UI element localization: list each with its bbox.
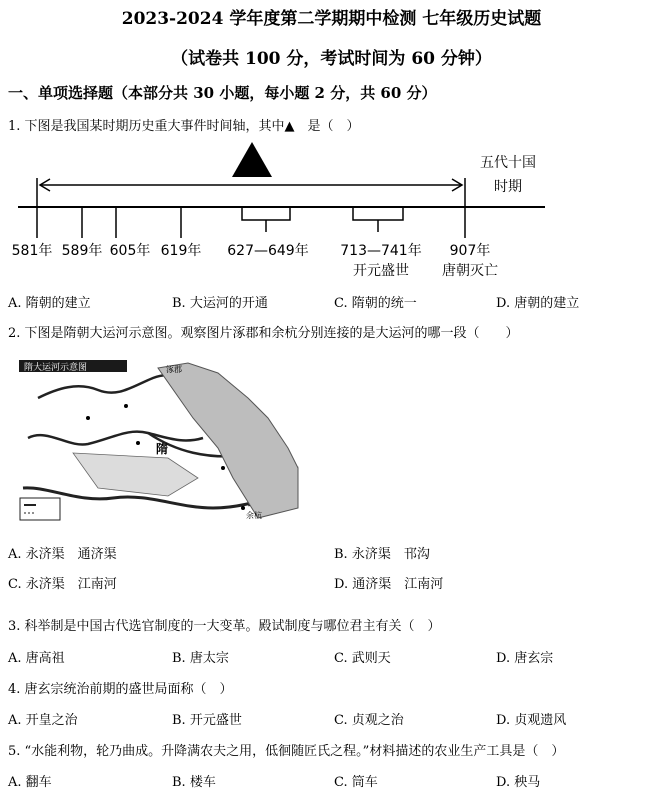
q4-option-d[interactable]: D. 贞观遗风 <box>496 713 567 728</box>
tick-label-907: 907年 <box>449 243 491 259</box>
q2-option-b[interactable]: B. 永济渠 邗沟 <box>334 547 430 562</box>
q3-option-d[interactable]: D. 唐玄宗 <box>496 651 554 666</box>
q2-option-d[interactable]: D. 通济渠 江南河 <box>334 577 444 592</box>
grand-canal-map <box>18 358 300 524</box>
question-3-stem: 3. 科举制是中国古代选官制度的一大变革。殿试制度与哪位君主有关（ ） <box>8 619 441 634</box>
q3-option-a[interactable]: A. 唐高祖 <box>8 651 65 666</box>
tick-label-619: 619年 <box>160 243 202 259</box>
section-heading: 一、单项选择题（本部分共 30 小题，每小题 2 分，共 60 分） <box>8 84 437 102</box>
exam-title: 2023-2024 学年度第二学期期中检测 七年级历史试题 <box>121 9 542 29</box>
tick-label-713-741: 713—741年 <box>340 243 422 259</box>
q1-option-a[interactable]: A. 隋朝的建立 <box>8 296 91 311</box>
tick-label-581: 581年 <box>11 243 53 259</box>
sub-label-kaiyuan: 开元盛世 <box>353 263 409 279</box>
q4-option-b[interactable]: B. 开元盛世 <box>172 713 242 728</box>
q2-option-c[interactable]: C. 永济渠 江南河 <box>8 577 117 592</box>
timeline-end-label-1: 五代十国 <box>480 155 536 171</box>
map-label-zhuojun: 涿郡 <box>166 365 182 374</box>
q5-option-a[interactable]: A. 翻车 <box>8 775 52 790</box>
bracket-627-649 <box>242 208 290 232</box>
timeline-end-label-2: 时期 <box>494 179 522 195</box>
bracket-713-741 <box>353 208 403 232</box>
question-1-stem: 1. 下图是我国某时期历史重大事件时间轴，其中▲ 是（ ） <box>8 119 360 134</box>
q1-option-b[interactable]: B. 大运河的开通 <box>172 296 268 311</box>
q2-option-a[interactable]: A. 永济渠 通济渠 <box>8 547 117 562</box>
map-label-sui: 隋 <box>156 442 169 456</box>
q1-option-c[interactable]: C. 隋朝的统一 <box>334 296 417 311</box>
q4-option-a[interactable]: A. 开皇之治 <box>8 713 78 728</box>
question-4-stem: 4. 唐玄宗统治前期的盛世局面称（ ） <box>8 682 233 697</box>
q5-option-b[interactable]: B. 楼车 <box>172 775 216 790</box>
tick-label-627-649: 627—649年 <box>227 243 309 259</box>
tick-label-589: 589年 <box>61 243 103 259</box>
map-label-yuhang: 余杭 <box>246 511 262 520</box>
q5-option-c[interactable]: C. 筒车 <box>334 775 378 790</box>
q3-option-c[interactable]: C. 武则天 <box>334 651 391 666</box>
map-legend <box>20 498 60 520</box>
timeline-figure <box>0 140 663 285</box>
q4-option-c[interactable]: C. 贞观之治 <box>334 713 404 728</box>
map-title: 隋大运河示意图 <box>24 363 88 373</box>
sub-label-tang-fall: 唐朝灭亡 <box>442 263 498 279</box>
exam-subtitle: （试卷共 100 分，考试时间为 60 分钟） <box>171 49 492 69</box>
q1-option-d[interactable]: D. 唐朝的建立 <box>496 296 580 311</box>
q5-option-d[interactable]: D. 秧马 <box>496 775 541 790</box>
tick-label-605: 605年 <box>109 243 151 259</box>
question-5-stem: 5. “水能利物，轮乃曲成。升降满农夫之用，低徊随匠氏之程。”材料描述的农业生产工具是（ ） <box>8 744 565 759</box>
triangle-marker-icon <box>232 142 272 177</box>
q3-option-b[interactable]: B. 唐太宗 <box>172 651 229 666</box>
question-2-stem: 2. 下图是隋朝大运河示意图。观察图片涿郡和余杭分别连接的是大运河的哪一段（ ） <box>8 326 519 341</box>
